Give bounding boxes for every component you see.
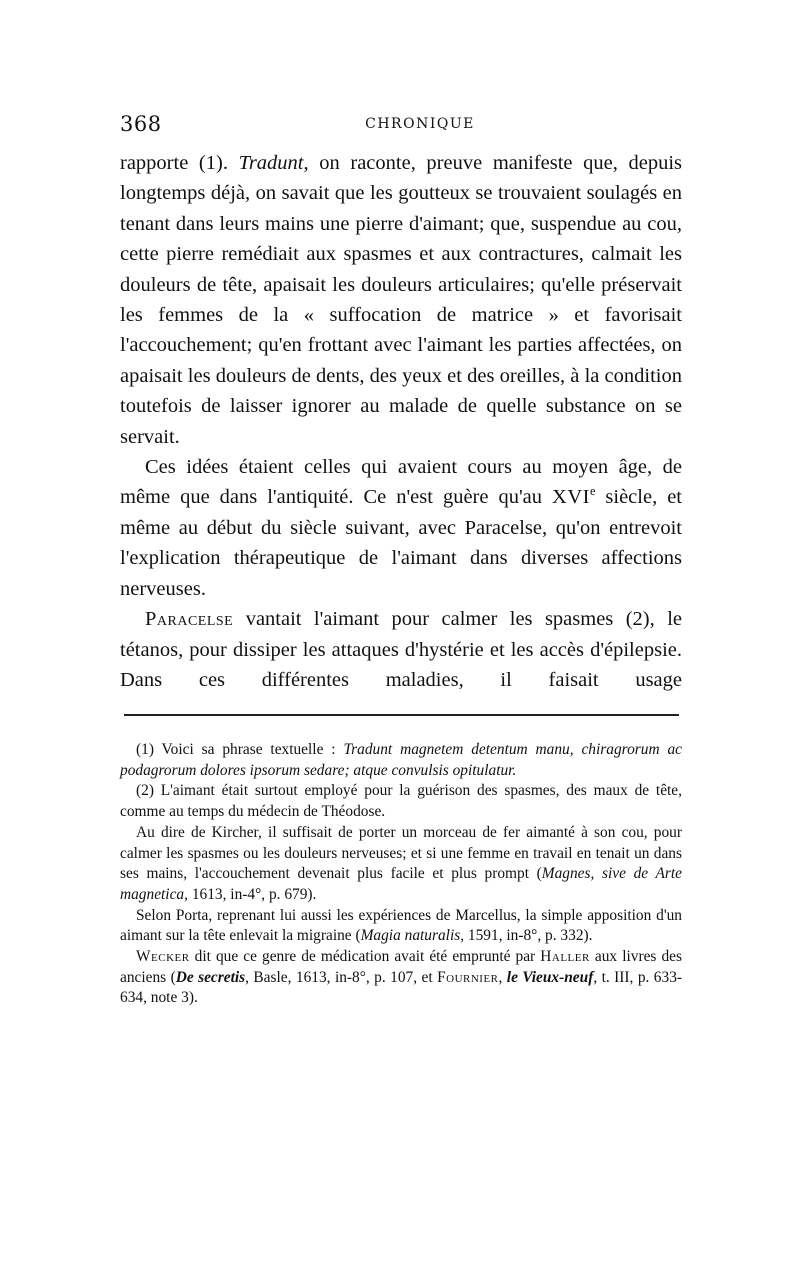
book-title: De secretis xyxy=(175,968,246,986)
text-run: Au dire de Kircher, il suffisait de porter un morceau de fer aimanté à son cou, pour calmer les spasmes ou les douleurs nerveuses; et si une femme en travail en tenait un dans ses mains, l'accouchement devenait plus facile et plus prompt ( xyxy=(120,823,682,883)
text-run: , 1591, in-8°, p. 332). xyxy=(460,927,593,945)
footnote-2-kircher xyxy=(120,823,682,906)
footnote-1 xyxy=(120,740,682,781)
page-number: 368 xyxy=(120,112,162,136)
footnotes xyxy=(120,740,682,1009)
footnote-2-porta xyxy=(120,906,682,947)
author-name: Haller xyxy=(540,948,590,966)
text-run: Selon Porta, reprenant lui aussi les expériences de Marcellus, la simple apposition d'un aimant sur la tête enlevait la migraine ( xyxy=(120,906,682,945)
text-run: (2) L'aimant était surtout employé pour la guérison des spasmes, des maux de tête, comme au temps du médecin de Théodose. xyxy=(120,782,682,821)
paragraph-3 xyxy=(120,604,682,695)
text-run: Ces idées étaient celles qui avaient cours au moyen âge, de même que dans l'antiquité. Ce n'est guère qu'au xyxy=(120,456,682,509)
latin-quote: Tradunt magnetem detentum manu, chiragrorum ac podagrorum dolores ipsorum sedare; atque convulsis opitulatur. xyxy=(120,741,682,779)
book-title: Magia naturalis xyxy=(360,927,461,945)
text-run: , Basle, 1613, in-8°, p. 107, et xyxy=(245,968,438,986)
text-run: , 1613, in-4°, p. 679). xyxy=(184,885,317,903)
text-run: , t. III, p. 633-634, note 3). xyxy=(120,968,683,1007)
running-head xyxy=(120,112,680,138)
footnote-2 xyxy=(120,781,682,822)
running-title: CHRONIQUE xyxy=(365,116,475,132)
author-name: Wecker xyxy=(136,948,190,966)
text-run: vantait l'aimant pour calmer les spasmes (2), le tétanos, pour dissiper les attaques d'hystérie et les accès d'épilepsie. Dans ces différentes maladies, il faisait usage xyxy=(120,608,682,691)
ordinal-suffix: e xyxy=(589,484,596,499)
footnote-2-wecker xyxy=(120,947,682,1009)
author-name: Fournier xyxy=(437,968,499,986)
text-run: rapporte (1). xyxy=(120,152,239,174)
paragraph-1 xyxy=(120,148,682,452)
text-run: aux livres des anciens ( xyxy=(120,948,682,986)
book-title: le Vieux-neuf xyxy=(506,968,594,986)
paragraph-2 xyxy=(120,452,682,604)
text-run: dit que ce genre de médication avait été emprunté par xyxy=(189,948,541,966)
latin-term: Tradunt xyxy=(238,152,304,174)
footnote-separator xyxy=(124,714,679,716)
main-text xyxy=(120,148,682,695)
text-run: , xyxy=(498,968,507,986)
century-numeral: XVI xyxy=(552,486,590,509)
text-run: (1) Voici sa phrase textuelle : xyxy=(136,741,344,758)
text-run: siècle, et même au début du siècle suivant, avec Paracelse, qu'on entrevoit l'explication thérapeutique de l'aimant dans diverses affections nerveuses. xyxy=(120,486,682,600)
author-name: Paracelse xyxy=(145,608,234,631)
text-run: , on raconte, preuve manifeste que, depuis longtemps déjà, on savait que les goutteux se trouvaient soulagés en tenant dans leurs mains une pierre d'aimant; que, suspendue au cou, cette pierre remédiait aux spasmes et aux contractures, calmait les douleurs de tête, apaisait les douleurs articulaires; qu'elle préservait les femmes de la « suffocation de matrice » et favorisait l'accouchement; qu'en frottant avec l'aimant les parties affectées, on apaisait les douleurs de dents, des yeux et des oreilles, à la condition toutefois de laisser ignorer au malade de quelle substance on se servait. xyxy=(120,152,682,448)
book-title: Magnes, sive de Arte magnetica xyxy=(120,865,683,903)
